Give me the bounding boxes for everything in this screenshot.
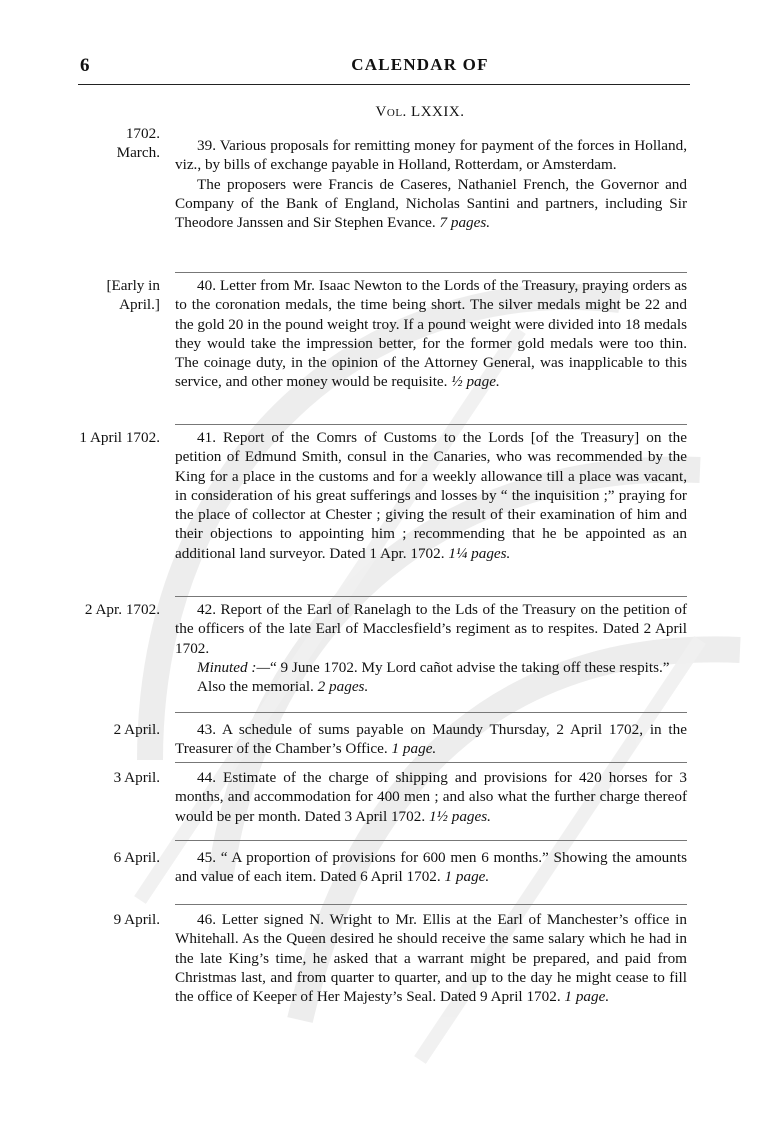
entry-divider: [175, 840, 687, 841]
entry-text: The proposers were Francis de Caseres, Nathaniel French, the Governor and Company of the Bank of England, Nicholas Santini and partners, including Sir Theodore Janssen and Sir Stephen Evance. 7 pages.: [175, 175, 687, 232]
entry-body: [175, 600, 687, 696]
entry-text: 43. A schedule of sums payable on Maundy Thursday, 2 April 1702, in the Treasurer of the Chamber’s Office. 1 page.: [175, 721, 687, 758]
entry-body: [175, 276, 687, 392]
entry-date: 3 April.: [113, 769, 160, 786]
minute-note: Minuted :—“ 9 June 1702. My Lord cañot advise the taking off these respits.”: [197, 658, 670, 676]
entry-text: 40. Letter from Mr. Isaac Newton to the Lords of the Treasury, praying orders as to the coronation medals, the time being short. The silver medals might be 22 and the gold 20 in the pound weight troy. If a pound weight were divided into 18 medals they would take the impression better, for the former gold medals were too thin. The coinage duty, in the opinion of the Attorney General, was inapplicable to this service, and other money would be requisite. ½ page.: [175, 277, 687, 391]
page-count: 7 pages.: [439, 214, 491, 232]
running-title: CALENDAR OF: [351, 55, 489, 74]
entry-text: 39. Various proposals for remitting money for payment of the forces in Holland, viz., by bills of exchange payable in Holland, Rotterdam, or Amsterdam.: [175, 137, 687, 174]
entry-text: 41. Report of the Comrs of Customs to the Lords [of the Treasury] on the petition of Edmund Smith, consul in the Canaries, who was recommended by the King for a place in the customs and for a weekly allowance till a place was vacant, in consideration of his great sufferings and losses by “ the inquisition ;” praying for the place of collector at Chester ; giving the result of their examination of him and their objections to appointing him ; recommending that he be appointed as an additional land surveyor. Dated 1 Apr. 1702. 1¼ pages.: [175, 429, 687, 562]
page-count: 1 page.: [444, 868, 490, 886]
entry-divider: [175, 712, 687, 713]
entry-date: 6 April.: [113, 849, 160, 866]
entry-date: 9 April.: [113, 911, 160, 928]
page-count: 1 page.: [391, 740, 437, 758]
page-count: ½ page.: [451, 373, 500, 391]
entry-divider: [175, 596, 687, 597]
entry-date: [Early in April.]: [106, 277, 160, 313]
entry-divider: [175, 904, 687, 905]
entry-date: 1 April 1702.: [79, 429, 160, 446]
entry-body: [175, 910, 687, 1006]
entry-divider: [175, 424, 687, 425]
entry-body: [175, 768, 687, 826]
entry-divider: [175, 762, 687, 763]
entry-text: 45. “ A proportion of provisions for 600 men 6 months.” Showing the amounts and value of each item. Dated 6 April 1702. 1 page.: [175, 849, 687, 886]
page-count: 2 pages.: [317, 678, 369, 696]
entry-text: Also the memorial. 2 pages.: [197, 678, 369, 696]
page-count: 1¼ pages.: [448, 544, 511, 562]
page-count: 1½ pages.: [428, 807, 491, 825]
entry-body: [175, 848, 687, 887]
entry-text: 42. Report of the Earl of Ranelagh to the Lds of the Treasury on the petition of the officers of the late Earl of Macclesfield’s regiment as to respites. Dated 2 April 1702.: [175, 601, 687, 657]
entry-date: 2 Apr. 1702.: [84, 601, 160, 618]
entry-text: 44. Estimate of the charge of shipping and provisions for 420 horses for 3 months, and accommodation for 400 men ; and also what the further charge thereof would be per month. Dated 3 April 1702. 1½ pages.: [175, 769, 687, 825]
entry-divider: [175, 272, 687, 273]
entry-date: 2 April.: [113, 721, 160, 738]
header-rule: [78, 84, 690, 85]
entry-body: [175, 136, 687, 232]
page-number: 6: [80, 55, 90, 76]
entry-body: [175, 720, 687, 759]
page-count: 1 page.: [564, 988, 610, 1006]
entry-body: [175, 428, 687, 563]
entry-text: 46. Letter signed N. Wright to Mr. Ellis at the Earl of Manchester’s office in Whitehall. As the Queen desired he should receive the same salary which he had in the late King’s time, he asked that a warrant might be prepared, and paid from Christmas last, and from quarter to quarter, and up to the day he might cease to fill the office of Keeper of Her Majesty’s Seal. Dated 9 April 1702. 1 page.: [175, 911, 687, 1006]
volume-heading: Vol. LXXIX.: [375, 104, 465, 120]
entry-date: 1702. March.: [116, 125, 160, 161]
